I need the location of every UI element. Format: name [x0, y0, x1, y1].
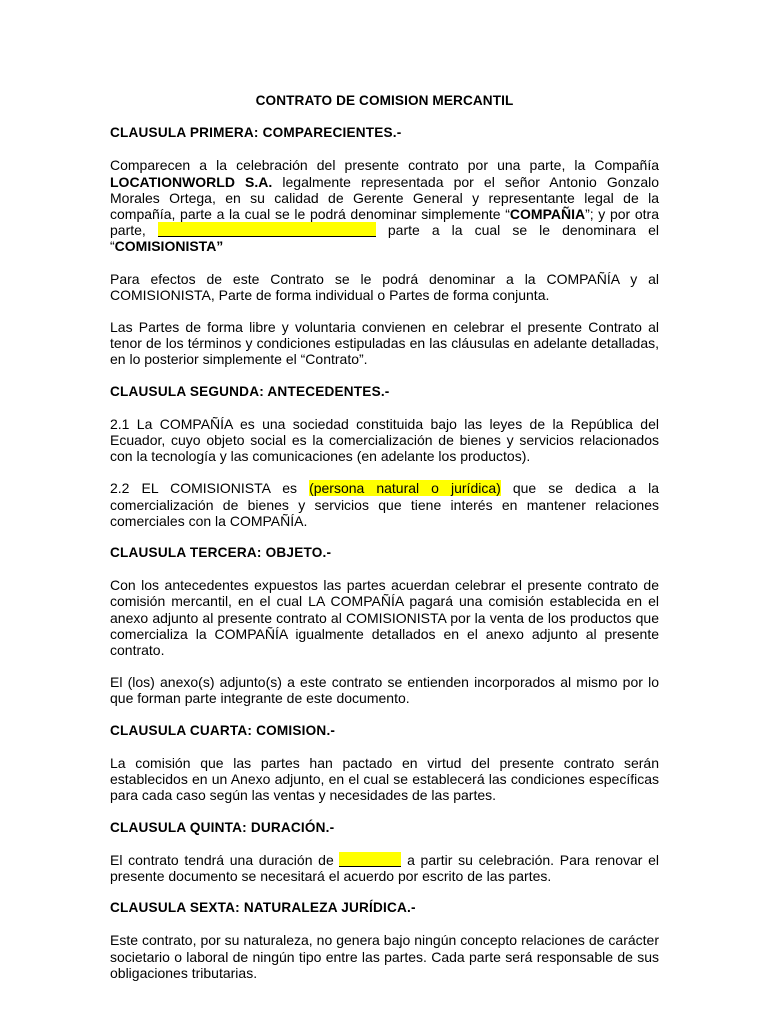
c5-p1-text-a: El contrato tendrá una duración de [110, 851, 340, 868]
compania-term: COMPAÑIA [509, 206, 586, 223]
company-name: LOCATIONWORLD S.A. [110, 173, 273, 190]
clause-4-heading: CLAUSULA CUARTA: COMISION.- [110, 722, 336, 738]
contract-page [110, 93, 659, 997]
clause-5-paragraph-1 [110, 852, 659, 884]
clause-6-heading: CLAUSULA SEXTA: NATURALEZA JURÍDICA.- [110, 900, 416, 916]
clause-2-paragraph-2 [110, 480, 659, 529]
c2-p2-text-b: que se dedica a la comercialización de bienes y servicios que tiene interés en mantener relaciones comerciales con la COMPAÑÍA. [110, 480, 660, 529]
clause-5-heading: CLAUSULA QUINTA: DURACIÓN.- [110, 819, 335, 835]
comisionista-name-blank[interactable] [158, 222, 376, 237]
clause-2-heading: CLAUSULA SEGUNDA: ANTECEDENTES.- [110, 383, 390, 399]
clause-4-paragraph-1: La comisión que las partes han pactado en virtud del presente contrato serán establecidos en un Anexo adjunto, en el cual se establecerá las condiciones específicas para cada caso según las ventas y necesidades de las partes. [110, 754, 659, 804]
clause-3-paragraph-2: El (los) anexo(s) adjunto(s) a este contrato se entienden incorporados al mismo por lo que forman parte integrante de este documento. [110, 674, 659, 707]
document-title: CONTRATO DE COMISION MERCANTIL [255, 93, 514, 108]
c1-p1-text-a: Comparecen a la celebración del presente contrato por una parte, la Compañía [110, 157, 659, 174]
clause-1-paragraph-2: Para efectos de este Contrato se le podrá denominar a la COMPAÑÍA y al COMISIONISTA, Parte de forma individual o Partes de forma conjunta. [110, 270, 659, 303]
clause-1-paragraph-1 [110, 157, 659, 254]
clause-6-paragraph-1: Este contrato, por su naturaleza, no genera bajo ningún concepto relaciones de carácter societario o laboral de ningún tipo entre las partes. Cada parte será responsable de sus obligaciones tributarias. [110, 932, 659, 981]
clause-3-heading: CLAUSULA TERCERA: OBJETO.- [110, 545, 332, 561]
c1-p1-text-b: legalmente representada por el señor Antonio Gonzalo Morales Ortega, en su calidad de Gerente General y representante legal de la compañía, parte a la cual se le podrá denominar simplemente “ [110, 173, 659, 223]
duration-blank[interactable] [339, 852, 401, 867]
comisionista-term: COMISIONISTA” [114, 238, 224, 255]
c5-p1-text-b: a partir su celebración. Para renovar el presente documento se necesitará el acuerdo por escrito de las partes. [110, 851, 660, 884]
clause-1-heading: CLAUSULA PRIMERA: COMPARECIENTES.- [110, 125, 402, 141]
c1-p1-text-d: parte a la cual se le denominara el “ [110, 222, 659, 255]
clause-2-paragraph-1: 2.1 La COMPAÑÍA es una sociedad constituida bajo las leyes de la República del Ecuador, cuyo objeto social es la comercialización de bienes y servicios relacionados con la tecnología y las comunicaciones (en adelante los productos). [110, 415, 659, 465]
person-type-highlight: (persona natural o jurídica) [309, 480, 501, 497]
c2-p2-text-a: 2.2 EL COMISIONISTA es [110, 480, 310, 497]
clause-3-paragraph-1: Con los antecedentes expuestos las partes acuerdan celebrar el presente contrato de comisión mercantil, en el cual LA COMPAÑÍA pagará una comisión establecida en el anexo adjunto al presente contrato al COMISIONISTA por la venta de los productos que comercializa la COMPAÑÍA igualmente detallados en el anexo adjunto al presente contrato. [110, 577, 659, 659]
clause-1-paragraph-3: Las Partes de forma libre y voluntaria convienen en celebrar el presente Contrato al tenor de los términos y condiciones estipuladas en las cláusulas en adelante detalladas, en lo posterior simplemente el “Contrato”. [110, 319, 659, 368]
c1-p1-text-c: ”; y por otra parte, [110, 206, 659, 239]
